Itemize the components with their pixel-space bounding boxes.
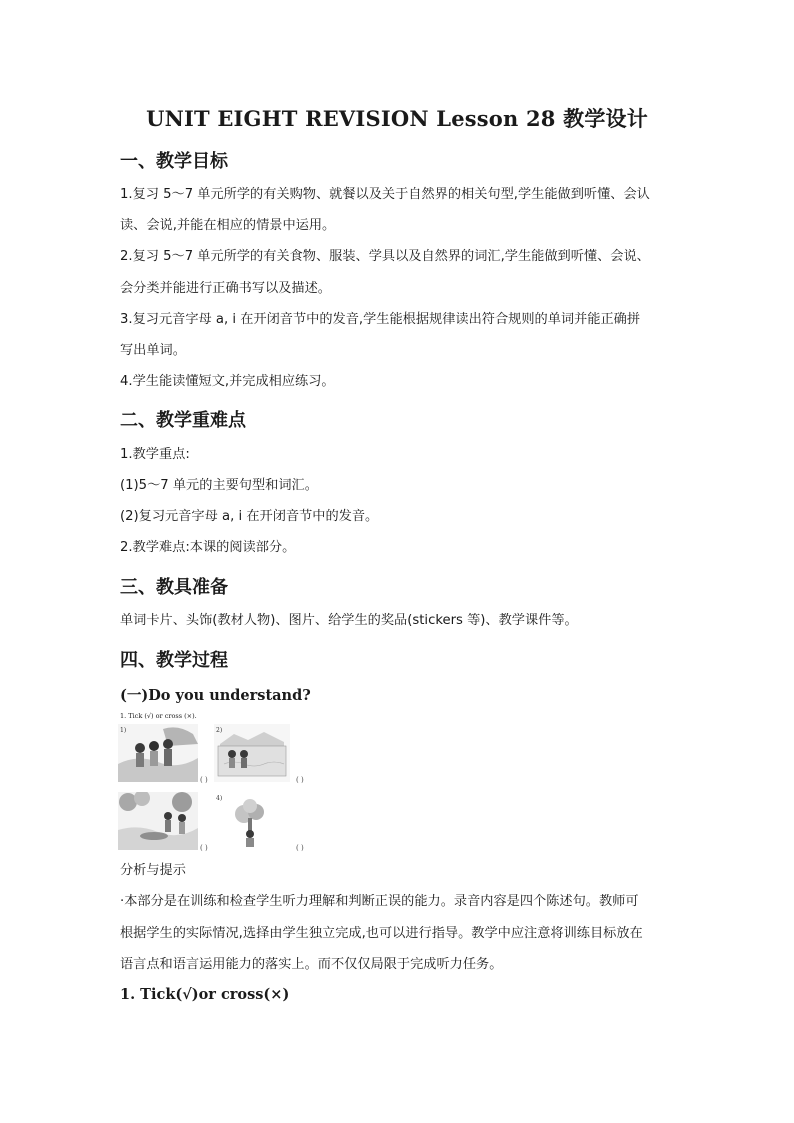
objectives-line-4: 会分类并能进行正确书写以及描述。 bbox=[120, 281, 331, 296]
analysis-title: 分析与提示 bbox=[120, 863, 186, 878]
process-subheading: (一)Do you understand? bbox=[120, 687, 311, 704]
objectives-line-2: 读、会说,并能在相应的情景中运用。 bbox=[120, 218, 336, 233]
item-2-number: 2) bbox=[216, 727, 223, 734]
key-points-line-3: (2)复习元音字母 a, i 在开闭音节中的发音。 bbox=[120, 509, 379, 524]
section-heading-materials: 三、教具准备 bbox=[120, 577, 228, 598]
document-title: UNIT EIGHT REVISION Lesson 28 教学设计 bbox=[146, 106, 648, 131]
task-heading: 1. Tick(√)or cross(×) bbox=[120, 986, 290, 1003]
picture-children-seaside bbox=[214, 724, 290, 782]
item-1-answer-blank: ( ) bbox=[200, 776, 208, 784]
objectives-line-6: 写出单词。 bbox=[120, 343, 186, 358]
item-2-answer-blank: ( ) bbox=[296, 776, 304, 784]
objectives-line-3: 2.复习 5～7 单元所学的有关食物、服装、学具以及自然界的词汇,学生能做到听懂、会说、 bbox=[120, 249, 650, 264]
item-3-answer-blank: ( ) bbox=[200, 844, 208, 852]
item-4-number: 4) bbox=[216, 795, 223, 802]
objectives-line-7: 4.学生能读懂短文,并完成相应练习。 bbox=[120, 374, 335, 389]
analysis-line-2: 根据学生的实际情况,选择由学生独立完成,也可以进行指导。教学中应注意将训练目标放在 bbox=[120, 926, 643, 941]
exercise-illustration bbox=[118, 712, 318, 854]
picture-children-river bbox=[118, 792, 198, 850]
item-4-answer-blank: ( ) bbox=[296, 844, 304, 852]
key-points-line-4: 2.教学难点:本课的阅读部分。 bbox=[120, 540, 296, 555]
section-heading-process: 四、教学过程 bbox=[120, 650, 228, 671]
objectives-line-5: 3.复习元音字母 a, i 在开闭音节中的发音,学生能根据规律读出符合规则的单词并能正确拼 bbox=[120, 312, 641, 327]
objectives-line-1: 1.复习 5～7 单元所学的有关购物、就餐以及关于自然界的相关句型,学生能做到听懂、会认 bbox=[120, 187, 650, 202]
exercise-instruction: 1. Tick (√) or cross (×). bbox=[120, 712, 197, 720]
key-points-line-2: (1)5～7 单元的主要句型和词汇。 bbox=[120, 478, 318, 493]
analysis-line-3: 语言点和语言运用能力的落实上。而不仅仅局限于完成听力任务。 bbox=[120, 957, 503, 972]
section-heading-objectives: 一、教学目标 bbox=[120, 151, 228, 172]
materials-line-1: 单词卡片、头饰(教材人物)、图片、给学生的奖品(stickers 等)、教学课件等。 bbox=[120, 613, 578, 628]
analysis-line-1: ·本部分是在训练和检查学生听力理解和判断正误的能力。录音内容是四个陈述句。教师可 bbox=[120, 894, 639, 909]
key-points-line-1: 1.教学重点: bbox=[120, 447, 190, 462]
section-heading-key-points: 二、教学重难点 bbox=[120, 410, 246, 431]
item-1-number: 1) bbox=[120, 727, 127, 734]
picture-child-tree bbox=[214, 792, 290, 850]
picture-children-picnic bbox=[118, 724, 198, 782]
